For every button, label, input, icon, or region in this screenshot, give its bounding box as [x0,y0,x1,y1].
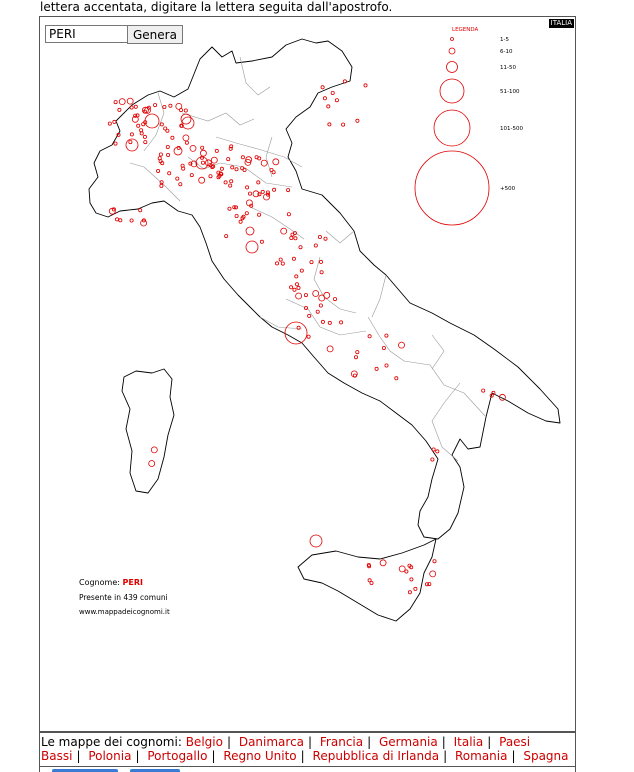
surname-marker [137,124,140,127]
surname-marker [431,458,434,461]
surname-marker [169,104,172,107]
surname-marker [297,286,300,289]
surname-marker [235,168,238,171]
surname-marker [127,98,133,104]
surname-marker [308,314,311,317]
surname-marker [241,156,244,159]
surname-marker [328,123,331,126]
surname-marker [145,114,159,128]
surname-marker [235,214,238,217]
surname-marker [331,91,334,94]
surname-marker [184,109,187,112]
surname-marker [166,145,169,148]
surname-marker [171,136,174,139]
region-border [266,137,272,177]
surname-marker [130,219,133,222]
region-border [432,383,460,461]
surname-marker [316,310,319,313]
surname-marker [354,356,357,359]
country-link[interactable]: Italia [453,735,484,749]
surname-marker [425,583,428,586]
surname-marker [399,342,405,348]
surname-marker [321,320,324,323]
surname-marker [157,169,160,172]
country-link[interactable]: Repubblica di Irlanda [312,749,440,763]
caption-surname-label: Cognome: [79,578,120,587]
surname-marker [257,181,260,184]
surname-marker [380,560,386,566]
surname-marker [310,261,313,264]
surname-marker [168,172,171,175]
surname-marker [163,105,166,108]
surname-marker [385,364,388,367]
surname-marker [290,286,293,289]
surname-marker [272,171,275,174]
country-link[interactable]: Portogallo [147,749,208,763]
region-border [240,57,270,95]
surname-marker [182,117,194,129]
surname-marker [328,321,331,324]
sardinia-outline [122,369,174,493]
surname-marker [174,147,182,155]
surname-marker [220,167,223,170]
surname-marker [319,260,322,263]
link-separator: | [443,749,448,763]
surname-marker [229,184,232,187]
legend-label: 1-5 [500,37,509,43]
link-separator: | [135,749,140,763]
surname-marker [261,160,267,166]
region-border [314,257,356,313]
surname-marker [319,304,322,307]
surname-marker [318,235,321,238]
mainland-outline [89,39,560,539]
link-separator: | [211,749,216,763]
surname-marker [130,133,133,136]
surname-marker [205,160,211,166]
surname-marker [144,141,147,144]
surname-marker [261,190,264,193]
legend-circle [434,110,470,146]
surname-marker [129,141,132,144]
surname-marker [160,123,163,126]
surname-marker [340,321,343,324]
surname-marker [410,578,413,581]
surname-input[interactable] [45,25,129,43]
link-separator: | [226,735,231,749]
surname-marker [224,181,227,184]
surname-marker [382,346,385,349]
surname-marker [215,149,218,152]
country-link[interactable]: Germania [379,735,438,749]
surname-marker [310,535,322,547]
surname-marker [314,244,317,247]
region-border [368,317,404,361]
surname-marker [290,236,293,239]
surname-marker [430,571,436,577]
surname-marker [140,132,143,135]
link-separator: | [300,749,305,763]
country-outline [89,39,560,621]
surname-marker [176,177,179,180]
legend-circle [449,48,455,54]
surname-marker [279,258,282,261]
surname-marker [114,101,117,104]
surname-marker [227,158,230,161]
surname-marker [295,275,298,278]
surname-marker [245,212,248,215]
surname-marker [130,106,133,109]
surname-marker [385,334,388,337]
region-borders [130,57,486,461]
region-border [372,275,386,317]
caption-surname: PERI [122,578,143,587]
surname-marker [327,105,330,108]
surname-marker [185,141,188,144]
surname-marker [239,220,242,223]
link-separator: | [511,749,516,763]
region-border [404,361,486,417]
link-separator: | [487,735,492,749]
surname-marker [190,174,193,177]
surname-marker [482,389,485,392]
surname-marker [273,159,279,165]
country-link[interactable]: Romania [454,749,508,763]
surname-marker [399,566,405,572]
italy-map [40,17,575,731]
country-badge: ITALIA [550,19,572,27]
surname-marker [364,84,367,87]
surname-marker [119,99,125,105]
surname-marker [154,104,157,107]
surname-marker [324,237,327,240]
surname-marker [324,292,330,298]
surname-marker [432,448,435,451]
surname-marker [246,227,254,235]
svg-text:Cognome: PERI [79,578,143,587]
surname-marker [231,166,234,169]
surname-marker [166,129,169,132]
country-link[interactable]: Polonia [88,749,132,763]
surname-marker [140,129,143,132]
region-border [130,163,180,201]
link-separator: | [308,735,313,749]
surname-marker [179,183,182,186]
surname-marker [241,167,244,170]
surname-marker [320,271,323,274]
surname-marker [108,122,111,125]
surname-marker [228,207,231,210]
surname-marker [299,246,302,249]
surname-marker [287,189,290,192]
surname-marker [119,219,122,222]
surname-marker [275,262,278,265]
surname-marker [149,461,155,467]
surname-marker [139,209,142,212]
surname-marker [285,322,307,344]
surname-marker [225,235,228,238]
surname-marker [335,99,338,102]
surname-marker [200,150,206,156]
surname-marker [167,153,170,156]
country-link[interactable]: Paesi Bassi [41,735,531,763]
surname-marker [287,213,290,216]
surname-marker [230,180,233,183]
genera-button[interactable]: Genera [127,25,183,44]
surname-marker [160,184,163,187]
page-bottom-border [39,767,576,772]
surname-marker [190,145,196,151]
surname-marker [260,240,263,243]
footer-label: Le mappe dei cognomi: [41,735,182,749]
surname-marker [356,351,359,354]
surname-marker [151,447,157,453]
country-link[interactable]: Regno Unito [223,749,297,763]
surname-marker [375,367,378,370]
country-link[interactable]: Belgio [185,735,223,749]
surname-marker [176,103,182,109]
surname-marker [408,591,411,594]
surname-marker [323,97,326,100]
surname-marker [181,114,191,124]
surname-marker [159,153,162,156]
surname-marker [307,335,310,338]
surname-marker [201,161,204,164]
country-link[interactable]: Francia [319,735,364,749]
caption-website: www.mappadeicognomi.it [79,608,170,616]
legend-circle [440,79,464,103]
surname-marker [313,291,319,297]
legend-label: 101-500 [500,126,523,132]
country-link[interactable]: Spagna [523,749,569,763]
legend-label: 6-10 [500,49,513,55]
surname-marker [295,283,298,286]
surname-markers [108,80,505,594]
legend-circle [415,151,489,225]
surname-marker [296,293,302,299]
surname-marker [258,193,261,196]
surname-marker [327,346,333,352]
legend-circle [451,38,454,41]
surname-marker [248,192,251,195]
sicily-outline [298,539,436,621]
legend-label: +500 [500,186,516,192]
surname-marker [342,123,345,126]
region-border [326,231,354,243]
surname-marker [281,228,287,234]
surname-marker [134,105,137,108]
surname-marker [395,377,398,380]
surname-marker [294,237,297,240]
legend-title: LEGENDA [452,27,479,33]
surname-marker [368,579,371,582]
surname-marker [118,108,121,111]
surname-marker [281,262,284,265]
surname-marker [199,177,205,183]
surname-marker [368,335,371,338]
surname-marker [142,123,145,126]
map-panel [39,16,576,732]
surname-marker [433,560,436,563]
surname-marker [304,294,307,297]
surname-marker [293,288,296,291]
region-border [260,317,302,329]
surname-marker [115,218,118,221]
link-separator: | [367,735,372,749]
surname-marker [436,450,439,453]
surname-marker [113,120,116,123]
surname-marker [273,188,276,191]
surname-marker [143,135,146,138]
surname-marker [246,241,258,253]
surname-marker [246,186,249,189]
surname-marker [209,175,212,178]
region-border [432,335,444,369]
country-link[interactable]: Danimarca [238,735,305,749]
instruction-text: lettera accentata, digitare la lettera seguita dall'apostrofo. [40,0,393,14]
caption-presence: Presente in 439 comuni [79,593,168,602]
surname-marker [126,139,138,151]
surname-marker [292,257,295,260]
surname-marker [211,157,217,163]
footer-links [39,732,576,767]
surname-marker [321,86,324,89]
surname-marker [356,119,359,122]
legend-label: 11-50 [500,65,516,71]
surname-marker [114,142,117,145]
surname-marker [258,213,261,216]
surname-marker [405,570,408,573]
link-separator: | [76,749,81,763]
surname-marker [183,135,189,141]
surname-marker [300,269,303,272]
map-legend [415,27,523,225]
legend-circle [447,62,458,73]
map-caption [79,578,170,616]
surname-marker [333,298,336,301]
surname-marker [414,587,417,590]
surname-marker [201,146,204,149]
legend-label: 51-100 [500,89,520,95]
link-separator: | [441,735,446,749]
